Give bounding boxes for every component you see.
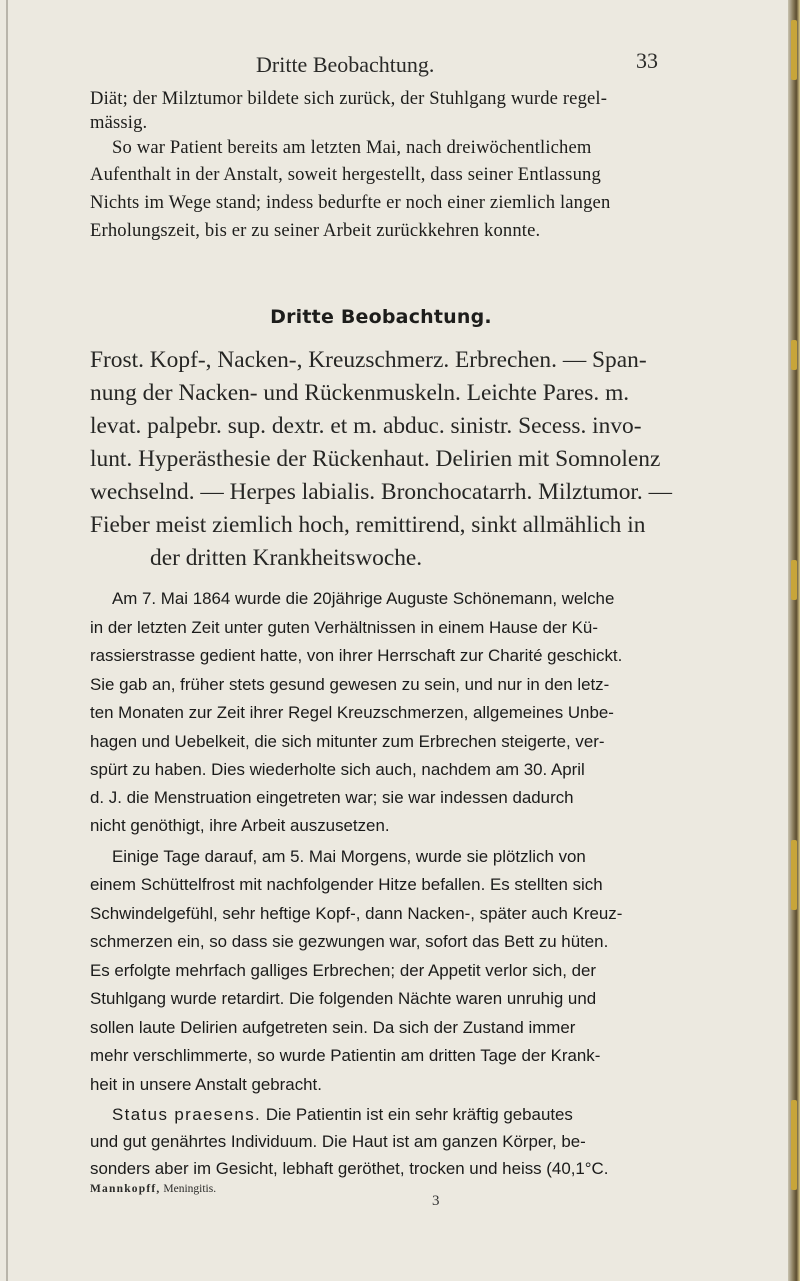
body-line: Schwindelgefühl, sehr heftige Kopf-, dann Nacken-, später auch Kreuz- [90,904,623,923]
body-line: schmerzen ein, so dass sie gezwungen war, sofort das Bett zu hüten. [90,932,609,951]
body-line [112,1107,573,1124]
body-line: spürt zu haben. Dies wiederholte sich auch, nachdem am 30. April [90,760,585,779]
body-line: Sie gab an, früher stets gesund gewesen zu sein, und nur in den letz- [90,675,610,694]
body-line: rassierstrasse gedient hatte, von ihrer Herrschaft zur Charité geschickt. [90,646,623,665]
body-line: Am 7. Mai 1864 wurde die 20jährige Auguste Schönemann, welche [112,589,615,608]
edge-stain [791,1100,797,1190]
page-number: 33 [636,48,658,73]
footer-author: Mannkopff, [90,1183,161,1195]
body-line: ten Monaten zur Zeit ihrer Regel Kreuzschmerzen, allgemeines Unbe- [90,703,614,722]
running-title: Dritte Beobachtung. [256,52,435,77]
footer-book: Meningitis. [160,1183,217,1195]
summary-line: Fieber meist ziemlich hoch, remittirend, sinkt allmählich in [90,512,646,538]
summary-line: der dritten Krankheitswoche. [150,545,423,571]
section-heading [0,306,790,328]
page-left-border [6,0,8,1281]
body-line: Einige Tage darauf, am 5. Mai Morgens, wurde sie plötzlich von [112,847,586,866]
status-praesens-text: Die Patientin ist ein sehr kräftig gebautes [261,1105,573,1124]
body-line: einem Schüttelfrost mit nachfolgender Hitze befallen. Es stellten sich [90,875,603,894]
status-praesens-label: Status praesens. [112,1105,262,1124]
body-line: heit in unsere Anstalt gebracht. [90,1075,322,1094]
body-line: sonders aber im Gesicht, lebhaft geröthet, trocken und heiss (40,1°C. [90,1159,609,1178]
body-line: d. J. die Menstruation eingetreten war; sie war indessen dadurch [90,788,574,807]
text-line: Diät; der Milztumor bildete sich zurück, der Stuhlgang wurde regel- [90,88,608,109]
body-line: Stuhlgang wurde retardirt. Die folgenden Nächte waren unruhig und [90,989,597,1008]
footer-reference [90,1183,216,1195]
summary-line: nung der Nacken- und Rückenmuskeln. Leichte Pares. m. [90,380,630,406]
text-line: Aufenthalt in der Anstalt, soweit hergestellt, dass seiner Entlassung [90,164,601,185]
body-line: sollen laute Delirien aufgetreten sein. Da sich der Zustand immer [90,1018,576,1037]
body-line: in der letzten Zeit unter guten Verhältnissen in einem Hause der Kü- [90,618,598,637]
summary-line: wechselnd. — Herpes labialis. Bronchocatarrh. Milztumor. — [90,479,673,505]
body-line: Es erfolgte mehrfach galliges Erbrechen; der Appetit verlor sich, der [90,961,597,980]
body-line: mehr verschlimmerte, so wurde Patientin am dritten Tage der Krank- [90,1046,601,1065]
body-line: und gut genährtes Individuum. Die Haut ist am ganzen Körper, be- [90,1132,586,1151]
printer-signature: 3 [432,1193,440,1209]
page-edge-binding [788,0,800,1281]
summary-line: Frost. Kopf-, Nacken-, Kreuzschmerz. Erbrechen. — Span- [90,347,647,373]
body-line: hagen und Uebelkeit, die sich mitunter zum Erbrechen steigerte, ver- [90,732,605,751]
edge-stain [791,340,797,370]
text-line: So war Patient bereits am letzten Mai, nach dreiwöchentlichem [112,137,592,158]
running-header [0,48,790,84]
body-line: nicht genöthigt, ihre Arbeit auszusetzen. [90,816,390,835]
section-heading-text: Dritte Beobachtung. [270,306,492,328]
summary-line: levat. palpebr. sup. dextr. et m. abduc. sinistr. Secess. invo- [90,413,642,439]
edge-stain [791,20,797,80]
text-line: Nichts im Wege stand; indess bedurfte er noch einer ziemlich langen [90,192,611,213]
edge-stain [791,840,797,910]
text-line: Erholungszeit, bis er zu seiner Arbeit zurückkehren konnte. [90,220,541,241]
summary-line: lunt. Hyperästhesie der Rückenhaut. Delirien mit Somnolenz [90,446,661,472]
text-line: mässig. [90,112,148,133]
edge-stain [791,560,797,600]
